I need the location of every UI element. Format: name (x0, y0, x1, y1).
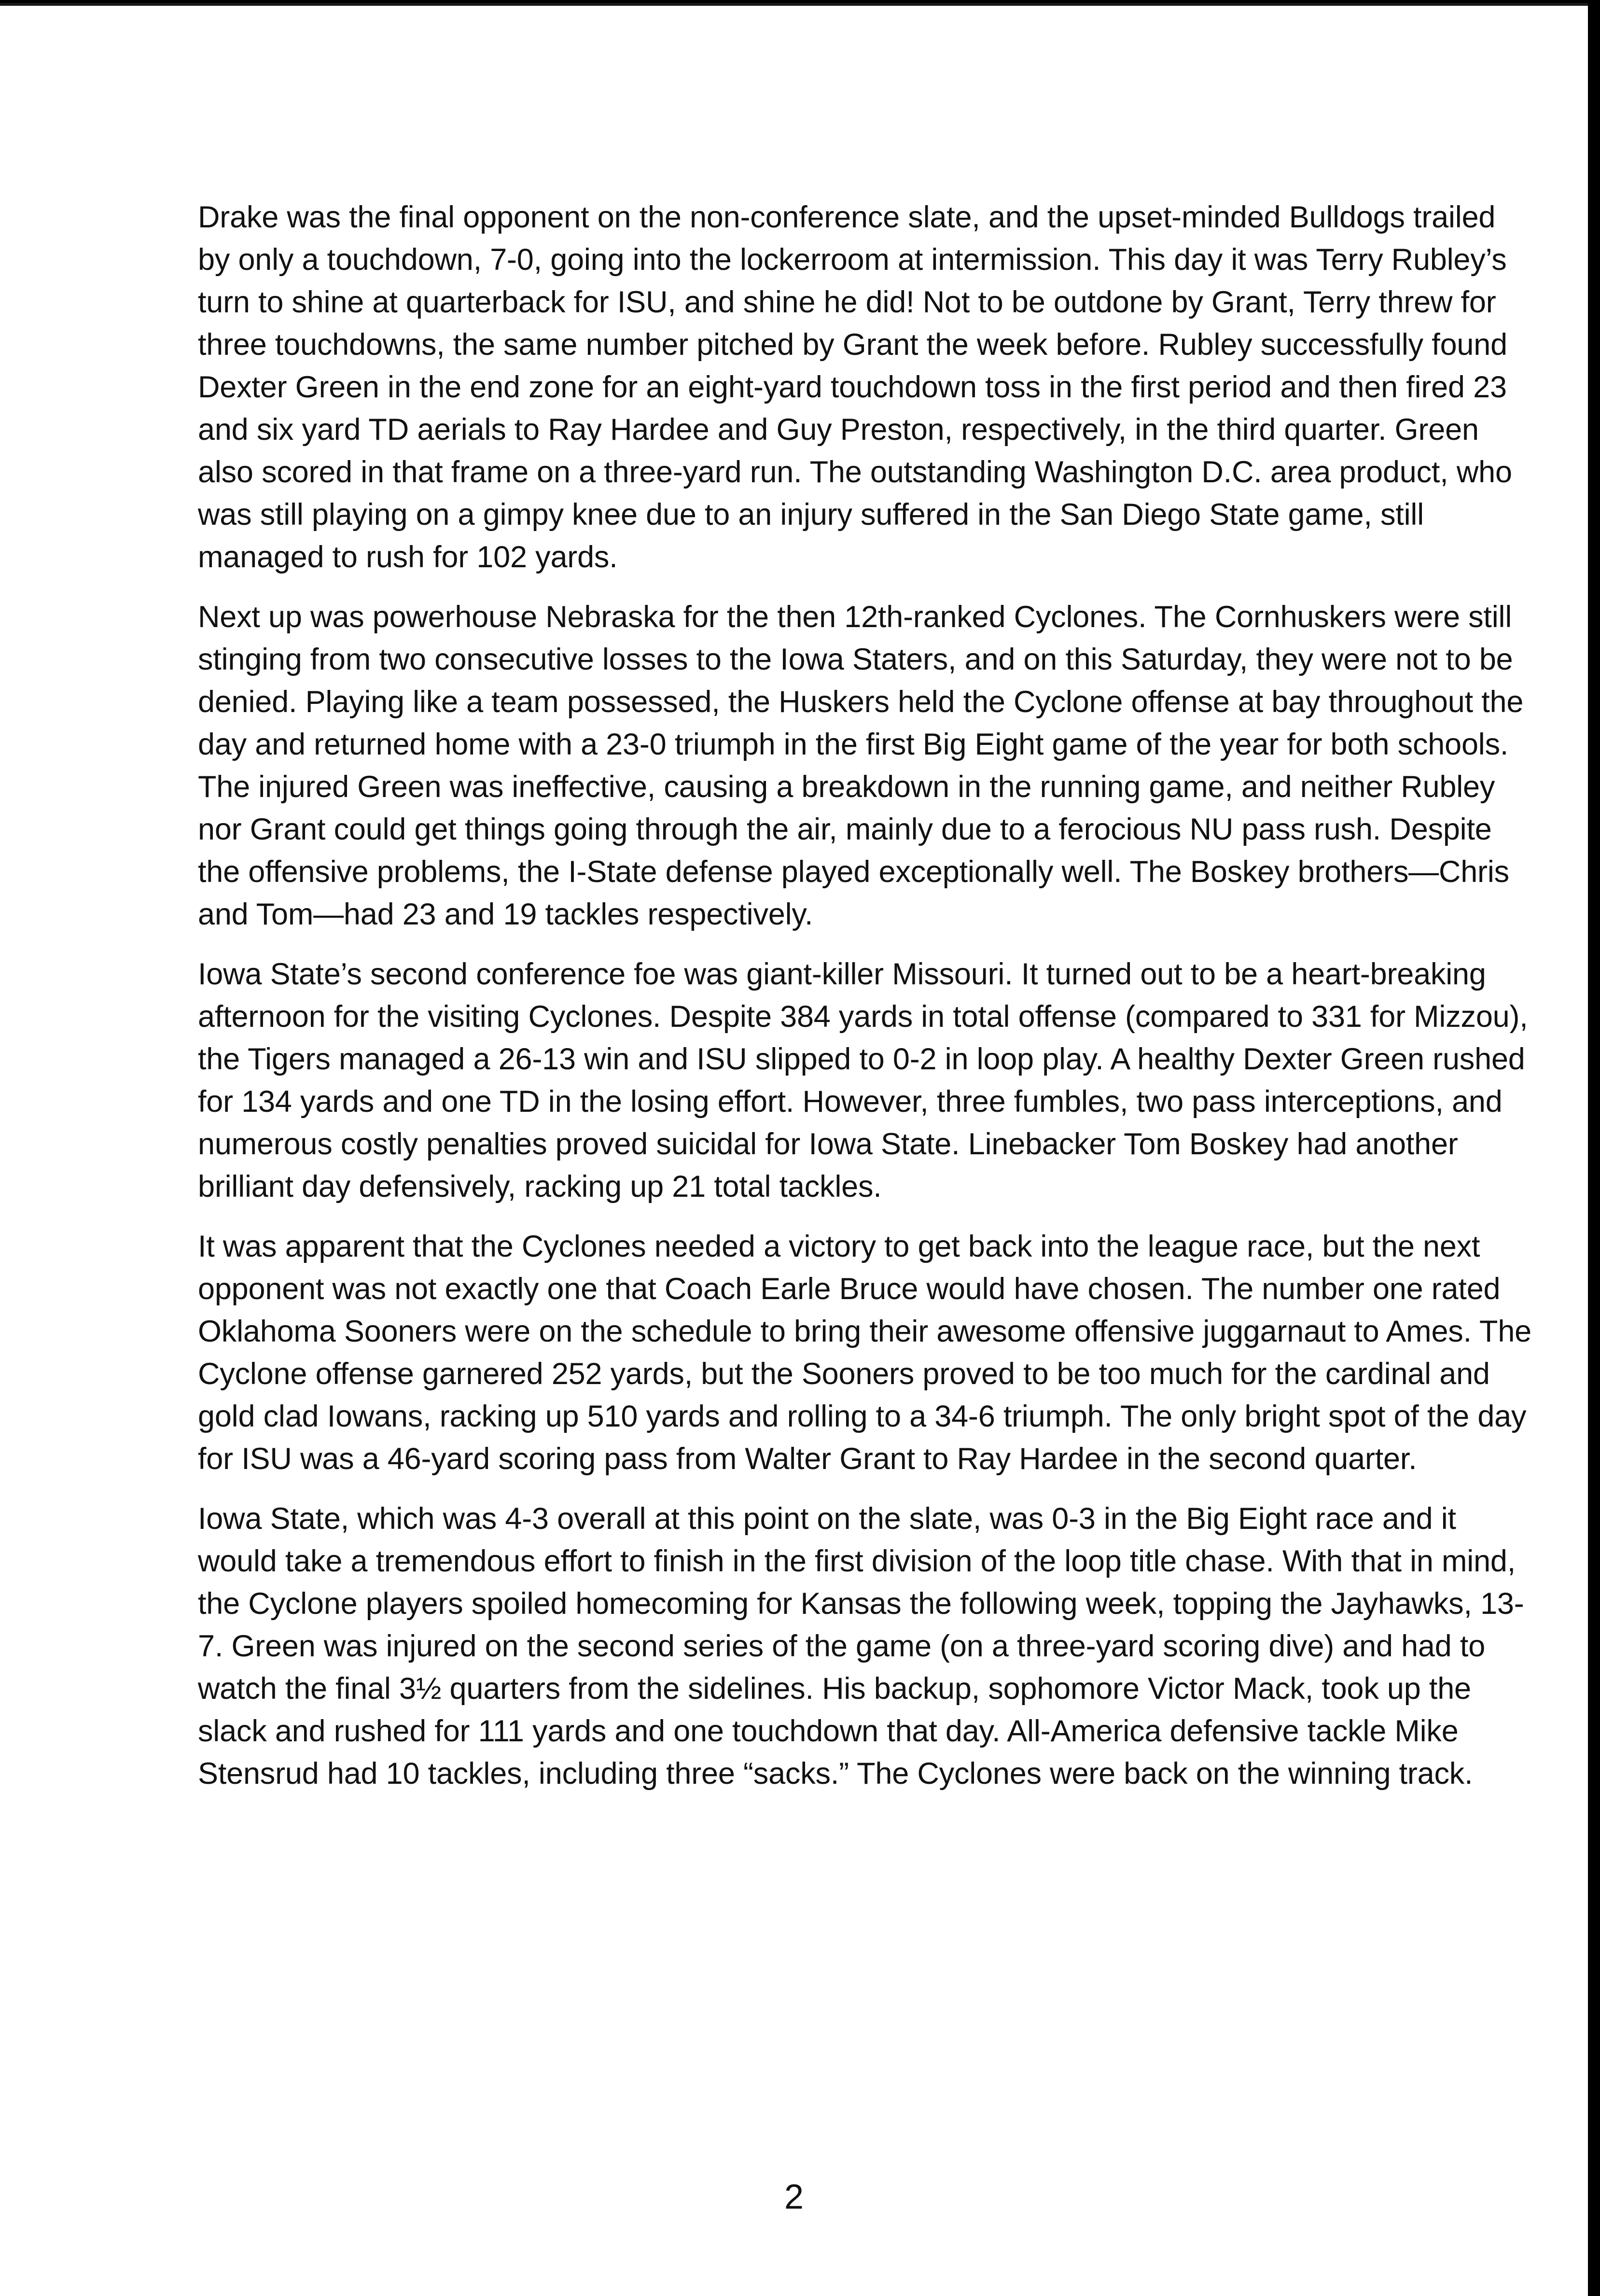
text-column (198, 196, 1535, 1812)
paragraph-kansas-game: Iowa State, which was 4-3 overall at this point on the slate, was 0-3 in the Big Eight race and it would take a tremendous effort to finish in the first division of the loop title chase. With that in mind, the Cyclone players spoiled homecoming for Kansas the following week, topping the Jayhawks, 13-7. Green was injured on the second series of the game (on a three-yard scoring dive) and had to watch the final 3½ quarters from the sidelines. His backup, sophomore Victor Mack, took up the slack and rushed for 111 yards and one touchdown that day. All-America defensive tackle Mike Stensrud had 10 tackles, including three “sacks.” The Cyclones were back on the winning track. (198, 1502, 1524, 1791)
paragraph-drake-game: Drake was the final opponent on the non-conference slate, and the upset-minded Bulldogs trailed by only a touchdown, 7-0, going into the lockerroom at intermission. This day it was Terry Rubley’s turn to shine at quarterback for ISU, and shine he did! Not to be outdone by Grant, Terry threw for three touchdowns, the same number pitched by Grant the week before. Rubley successfully found Dexter Green in the end zone for an eight-yard touchdown toss in the first period and then fired 23 and six yard TD aerials to Ray Hardee and Guy Preston, respectively, in the third quarter. Green also scored in that frame on a three-yard run. The outstanding Washington D.C. area product, who was still playing on a gimpy knee due to an injury suffered in the San Diego State game, still managed to rush for 102 yards. (198, 200, 1512, 574)
page-top-rule (0, 3, 1588, 6)
page-sheet (0, 3, 1588, 2296)
paragraph-missouri-game: Iowa State’s second conference foe was giant-killer Missouri. It turned out to be a heart-breaking afternoon for the visiting Cyclones. Despite 384 yards in total offense (compared to 331 for Mizzou), the Tigers managed a 26-13 win and ISU slipped to 0-2 in loop play. A healthy Dexter Green rushed for 134 yards and one TD in the losing effort. However, three fumbles, two pass interceptions, and numerous costly penalties proved suicidal for Iowa State. Linebacker Tom Boskey had another brilliant day defensively, racking up 21 total tackles. (198, 957, 1528, 1204)
page-number: 2 (784, 2178, 804, 2216)
paragraph-nebraska-game: Next up was powerhouse Nebraska for the then 12th-ranked Cyclones. The Cornhuskers were still stinging from two consecutive losses to the Iowa Staters, and on this Saturday, they were not to be denied. Playing like a team possessed, the Huskers held the Cyclone offense at bay throughout the day and returned home with a 23-0 triumph in the first Big Eight game of the year for both schools. The injured Green was ineffective, causing a breakdown in the running game, and neither Rubley nor Grant could get things going through the air, mainly due to a ferocious NU pass rush. Despite the offensive problems, the I-State defense played exceptionally well. The Boskey brothers—Chris and Tom—had 23 and 19 tackles respectively. (198, 600, 1524, 931)
paragraph-oklahoma-game: It was apparent that the Cyclones needed a victory to get back into the league race, but the next opponent was not exactly one that Coach Earle Bruce would have chosen. The number one rated Oklahoma Sooners were on the schedule to bring their awesome offensive juggarnaut to Ames. The Cyclone offense garnered 252 yards, but the Sooners proved to be too much for the cardinal and gold clad Iowans, racking up 510 yards and rolling to a 34-6 triumph. The only bright spot of the day for ISU was a 46-yard scoring pass from Walter Grant to Ray Hardee in the second quarter. (198, 1230, 1532, 1476)
